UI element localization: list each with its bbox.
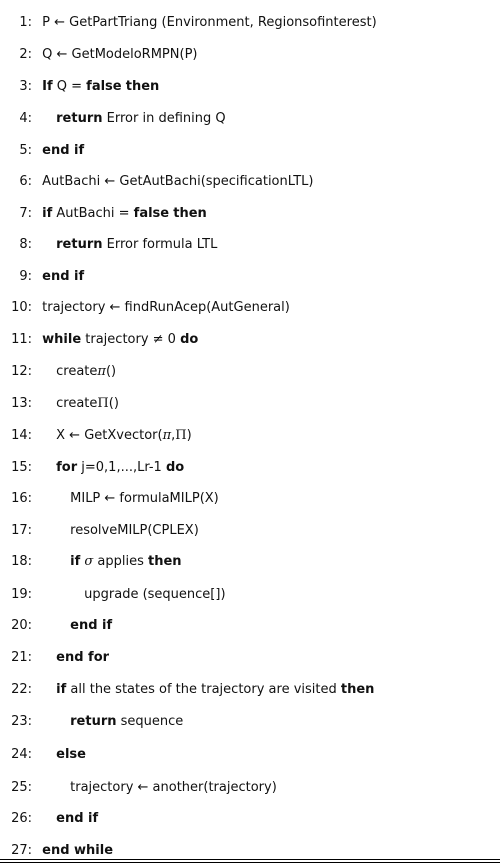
math-symbol: σ — [84, 554, 94, 569]
line-number: 22: — [11, 682, 32, 697]
algorithm-line-9 — [0, 267, 84, 287]
line-text: , — [171, 428, 176, 443]
line-number: 20: — [11, 618, 32, 633]
line-text: () — [108, 396, 119, 411]
algorithm-line-27 — [0, 841, 113, 861]
keyword: end if — [70, 618, 113, 633]
line-number: 16: — [11, 491, 32, 506]
line-text: sequence — [116, 714, 184, 729]
algorithm-line-7 — [0, 204, 207, 224]
algorithm-line-8 — [0, 235, 217, 255]
keyword: then — [173, 206, 207, 221]
line-number: 7: — [19, 206, 32, 221]
math-symbol: π — [162, 428, 172, 443]
line-text: AutBachi = — [52, 206, 134, 221]
algorithm-line-14 — [0, 426, 192, 446]
algorithm-line-26 — [0, 809, 98, 829]
algorithm-line-13 — [0, 394, 119, 414]
line-text: MILP ← formulaMILP(X) — [70, 491, 219, 506]
line-text: Error in defining Q — [102, 111, 226, 126]
algorithm-line-18 — [0, 552, 182, 572]
line-text: j=0,1,...,Lr-1 — [77, 460, 166, 475]
bottom-rule-thin — [0, 862, 500, 863]
keyword: then — [340, 682, 375, 697]
keyword: do — [165, 460, 185, 475]
algorithm-line-21 — [0, 648, 109, 668]
keyword: then — [125, 79, 160, 94]
algorithm-line-5 — [0, 141, 84, 161]
algorithm-line-23 — [0, 712, 183, 732]
keyword: do — [180, 332, 199, 347]
keyword: while — [42, 332, 82, 347]
line-number: 10: — [11, 300, 32, 315]
line-number: 19: — [11, 587, 32, 602]
math-symbol: Π — [97, 396, 109, 411]
keyword: false — [86, 79, 122, 94]
keyword: return — [70, 714, 117, 729]
keyword: end while — [42, 843, 114, 858]
keyword: return — [56, 237, 103, 252]
line-number: 13: — [11, 396, 32, 411]
line-number: 8: — [19, 237, 32, 252]
keyword: if — [70, 554, 81, 569]
line-number: 14: — [11, 428, 32, 443]
math-symbol: Π — [175, 428, 187, 443]
line-number: 5: — [19, 143, 32, 158]
line-text: trajectory ≠ 0 — [81, 332, 181, 347]
algorithm-line-1 — [0, 13, 377, 33]
algorithm-line-20 — [0, 616, 112, 636]
line-number: 1: — [19, 15, 32, 30]
algorithm-line-16 — [0, 489, 219, 509]
line-text: X ← GetXvector( — [56, 428, 163, 443]
line-text: applies — [93, 554, 149, 569]
keyword: else — [56, 747, 86, 762]
keyword: false — [133, 206, 170, 221]
algorithm-line-15 — [0, 458, 184, 478]
line-number: 24: — [11, 747, 32, 762]
algorithm-line-17 — [0, 521, 199, 541]
line-number: 21: — [11, 650, 32, 665]
line-number: 25: — [11, 780, 32, 795]
keyword: if — [56, 682, 67, 697]
keyword: then — [148, 554, 182, 569]
line-text: ) — [186, 428, 192, 443]
keyword: end if — [42, 269, 85, 284]
line-text: create — [56, 364, 98, 379]
line-text: Error formula LTL — [102, 237, 218, 252]
algorithm-line-19 — [0, 585, 226, 605]
keyword: if — [42, 206, 53, 221]
algorithm-line-11 — [0, 330, 198, 350]
algorithm-line-25 — [0, 778, 277, 798]
keyword: end if — [56, 811, 99, 826]
line-text: P ← GetPartTriang (Environment, Regionsofinterest) — [42, 15, 377, 30]
algorithm-line-10 — [0, 298, 290, 318]
line-number: 11: — [11, 332, 32, 347]
line-number: 23: — [11, 714, 32, 729]
line-text: resolveMILP(CPLEX) — [70, 523, 199, 538]
algorithm-line-6 — [0, 172, 313, 192]
algorithm-line-4 — [0, 109, 226, 129]
keyword: If — [42, 79, 53, 94]
math-symbol: π — [97, 364, 106, 379]
algorithm-line-12 — [0, 362, 116, 382]
line-text: Q ← GetModeloRMPN(P) — [42, 47, 198, 62]
line-number: 4: — [19, 111, 32, 126]
keyword: end for — [56, 650, 110, 665]
line-text: all the states of the trajectory are visited — [66, 682, 341, 697]
keyword: for — [56, 460, 78, 475]
line-number: 15: — [11, 460, 32, 475]
line-number: 2: — [19, 47, 32, 62]
line-text: Q = — [52, 79, 87, 94]
algorithm-line-24 — [0, 745, 86, 765]
line-number: 18: — [11, 554, 32, 569]
bottom-rule — [0, 859, 500, 860]
algorithm-line-22 — [0, 680, 374, 700]
line-text: upgrade (sequence[]) — [84, 587, 226, 602]
line-text: trajectory ← another(trajectory) — [70, 780, 277, 795]
line-text: AutBachi ← GetAutBachi(specificationLTL) — [42, 174, 314, 189]
line-number: 27: — [11, 843, 32, 858]
line-number: 12: — [11, 364, 32, 379]
keyword: return — [56, 111, 103, 126]
line-number: 9: — [19, 269, 32, 284]
line-text: trajectory ← findRunAcep(AutGeneral) — [42, 300, 290, 315]
algorithm-line-2 — [0, 45, 197, 65]
algorithm-line-3 — [0, 77, 159, 97]
line-text: () — [105, 364, 117, 379]
line-text: create — [56, 396, 98, 411]
line-number: 26: — [11, 811, 32, 826]
keyword: end if — [42, 143, 85, 158]
line-number: 3: — [19, 79, 32, 94]
line-number: 17: — [11, 523, 32, 538]
line-number: 6: — [19, 174, 32, 189]
